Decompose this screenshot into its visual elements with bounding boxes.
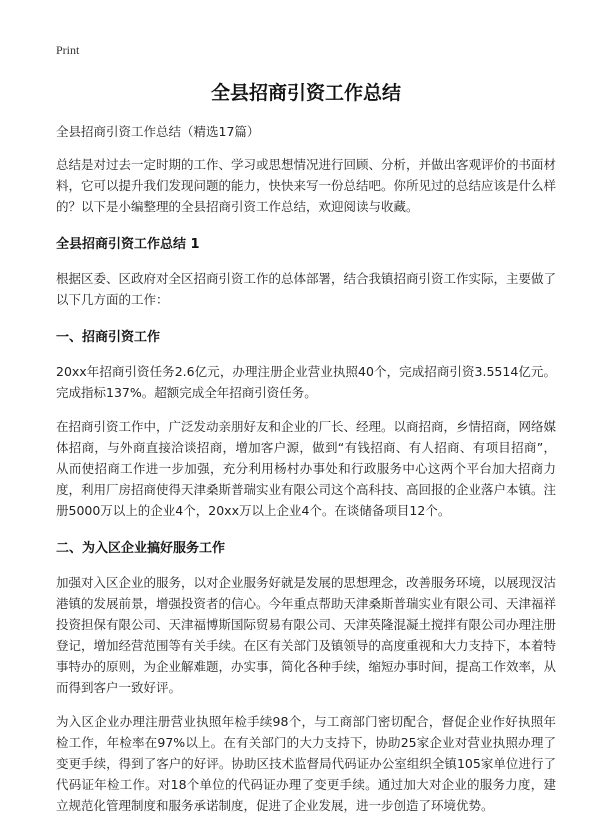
subheading-investment: 一、招商引资工作 [56, 330, 161, 345]
print-label: Print [56, 43, 80, 57]
service-paragraph-1: 加强对入区企业的服务，以对企业服务好就是发展的思想理念，改善服务环境，以展现汊沽港镇的发展前景，增强投资者的信心。今年重点帮助天津桑斯普瑞实业有限公司、天津福祥投资担保有限公司、天津福博斯国际贸易有限公司、天津英隆混凝土搅拌有限公司办理注册登记，增加经营范围等有关手续。在区有关部门及镇领导的高度重视和大力支持下，本着特事特办的原则，为企业解难题，办实事，简化各种手续，缩短办事时间，提高工作效率，从而得到客户一致好评。 [56, 575, 557, 695]
document-subtitle: 全县招商引资工作总结（精选17篇） [56, 124, 260, 139]
investment-paragraph-2: 在招商引资工作中，广泛发动亲朋好友和企业的厂长、经理。以商招商，乡情招商，网络媒体招商，与外商直接洽谈招商，增加客户源，做到“有钱招商、有人招商、有项目招商”，从而使招商工作进一步加强，充分利用杨村办事处和行政服务中心这两个平台加大招商力度，利用厂房招商使得天津桑斯普瑞实业有限公司这个高科技、高回报的企业落户本镇。注册5000万以上的企业4个，20xx万以上企业4个。在谈储备项目12个。 [56, 419, 557, 518]
document-page [56, 40, 556, 829]
section-heading-1: 全县招商引资工作总结 1 [56, 237, 200, 252]
document-title: 全县招商引资工作总结 [210, 82, 401, 104]
intro-paragraph: 总结是对过去一定时期的工作、学习或思想情况进行回顾、分析，并做出客观评价的书面材料，它可以提升我们发现问题的能力，快快来写一份总结吧。你所见过的总结应该是什么样的？以下是小编整理的全县招商引资工作总结，欢迎阅读与收藏。 [56, 157, 557, 214]
service-paragraph-2: 为入区企业办理注册营业执照年检手续98个，与工商部门密切配合，督促企业作好执照年检工作，年检率在97%以上。在有关部门的大力支持下，协助25家企业对营业执照办理了变更手续，得到了客户的好评。协助区技术监督局代码证办公室组织全镇105家单位进行了代码证年检工作。对18个单位的代码证办理了变更手续。通过加大对企业的服务力度，建立规范化管理制度和服务承诺制度，促进了企业发展，进一步创造了环境优势。 [56, 714, 556, 813]
investment-paragraph-1: 20xx年招商引资任务2.6亿元，办理注册企业营业执照40个，完成招商引资3.5514亿元。完成指标137%。超额完成全年招商引资任务。 [56, 364, 556, 400]
section1-paragraph: 根据区委、区政府对全区招商引资工作的总体部署，结合我镇招商引资工作实际，主要做了以下几方面的工作： [56, 271, 557, 307]
subheading-service: 二、为入区企业搞好服务工作 [56, 541, 226, 556]
